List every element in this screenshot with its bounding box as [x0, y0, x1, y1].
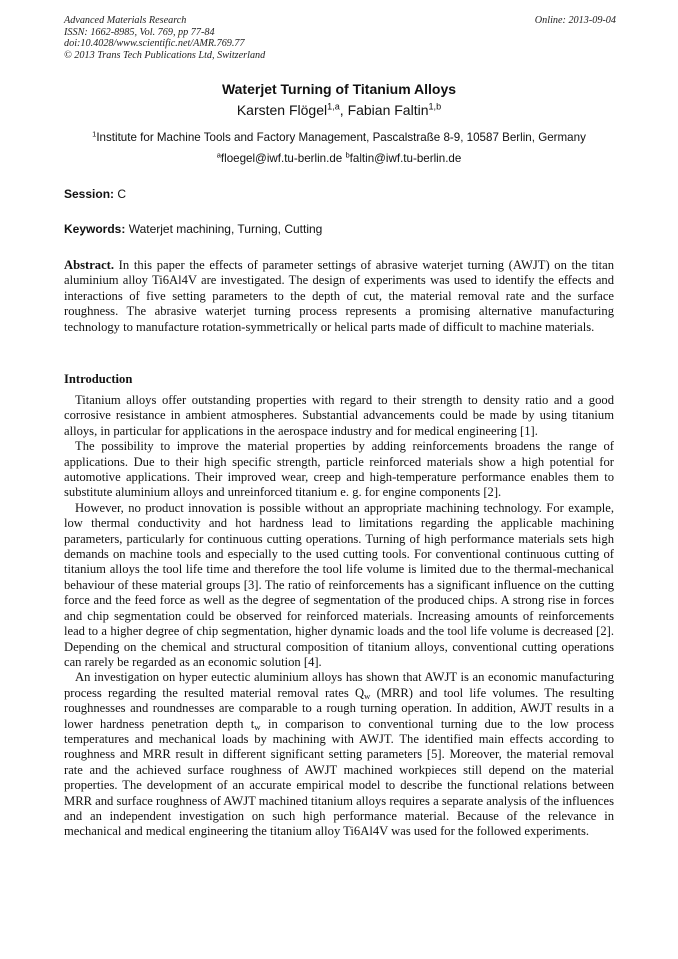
- email-superscript: b: [345, 150, 350, 160]
- paragraph: Titanium alloys offer outstanding properties with regard to their strength to density ratio and a good corrosive resistance in ambient atmospheres. Substantial advancements could be made by using titanium alloys, in particular for applications in the aerospace industry and for medical engineering [1].: [64, 393, 614, 438]
- paragraph-text: in comparison to conventional turning due to the low process temperatures and mechanical loads by machining with AWJT. The identified main effects according to roughness and MRR result in different significant setting parameters [5]. Moreover, the material removal rate and the achieved surface roughness of AWJT machined workpieces still depend on the material properties. The development of an accurate empirical model to describe the functional relations between MRR and surface roughness of AWJT machined titanium alloys requires a separate analysis of the influences and an independent investigation on such high performance material. Because of the relevance in mechanical and medical engineering the titanium alloy Ti6Al4V was used for the followed experiments.: [64, 716, 614, 839]
- session-label: Session:: [64, 187, 115, 201]
- author-separator: ,: [339, 102, 348, 118]
- author-name: Karsten Flögel: [236, 102, 328, 118]
- subscript: w: [364, 690, 371, 701]
- affiliation-superscript: 1: [92, 129, 97, 139]
- author-name: Fabian Faltin: [347, 102, 429, 118]
- author-emails: [64, 151, 614, 166]
- author-superscript: 1,a: [327, 101, 340, 112]
- keywords-label: Keywords:: [64, 222, 126, 236]
- affiliation: [64, 130, 614, 145]
- journal-copyright: © 2013 Trans Tech Publications Ltd, Switzerland: [64, 49, 266, 61]
- online-date: Online: 2013-09-04: [534, 15, 616, 26]
- introduction-body: [64, 393, 614, 840]
- session-value: C: [114, 187, 127, 201]
- author-superscript: 1,b: [428, 101, 442, 112]
- section-heading: Introduction: [64, 372, 133, 386]
- paragraph: The possibility to improve the material properties by adding reinforcements broadens the range of applications. Due to their high specific strength, particle reinforced materials show a high potential for automotive applications. Their improved wear, creep and high-temperature performance enables them to substitute aluminium alloys and unreinforced titanium e. g. for engine components [2].: [64, 439, 614, 500]
- email-link[interactable]: floegel@iwf.tu-berlin.de: [220, 152, 346, 165]
- abstract: [64, 258, 614, 335]
- abstract-text: In this paper the effects of parameter settings of abrasive waterjet turning (AWJT) on the titan aluminium alloy Ti6Al4V are investigated. The design of experiments was used to identify the effects and interactions of five setting parameters to the depth of cut, the material removal rate and the surface roughness. The abrasive waterjet turning process represents a promising alternative manufacturing technology to manufacture rotation-symmetrically or helical parts made of difficult to machine materials.: [64, 258, 614, 334]
- paragraph-text: (MRR) and tool life volumes. The resulting roughnesses and roundnesses are comparable to a rough turning operation. In addition, AWJT results in a lower hardness penetration depth t: [64, 685, 614, 731]
- paragraph: However, no product innovation is possible without an appropriate machining technology. For example, low thermal conductivity and hot hardness lead to limitations regarding the applicable machining parameters, particularly for continuous cutting operations. Turning of high performance materials sets high demands on machine tools and especially to the used cutting tools. For conventional continuous cutting of titanium alloys the tool life time and therefore the tool life volume is limited due to the thermal-mechanical behaviour of these material groups [3]. The ratio of reinforcements has a significant influence on the cutting force and the feed force as well as the degree of segmentation of the produced chips. A strong rise in forces and chip segmentation could be observed for reinforced materials. Increasing amounts of reinforcements lead to a higher degree of chip segmentation, higher dynamic loads and the tool life volume is decreased [2]. Depending on the chemical and structural composition of titanium alloys, conventional cutting operations can rarely be regarded as an economic solution [4].: [64, 500, 614, 669]
- journal-doi: doi:10.4028/www.scientific.net/AMR.769.77: [64, 38, 245, 49]
- journal-header: [64, 15, 616, 61]
- session-line: [64, 187, 126, 202]
- keywords-line: [64, 222, 322, 237]
- paragraph-text: An investigation on hyper eutectic aluminium alloys has shown that AWJT is an economic manufacturing process regarding the resulted material removal rates Q: [64, 670, 614, 700]
- author-line: [64, 101, 614, 119]
- paper-title: Waterjet Turning of Titanium Alloys: [221, 81, 457, 97]
- subscript: w: [254, 721, 261, 732]
- email-superscript: a: [216, 150, 221, 160]
- keywords-value: Waterjet machining, Turning, Cutting: [125, 222, 323, 236]
- journal-name: Advanced Materials Research: [64, 15, 187, 26]
- abstract-label: Abstract.: [64, 258, 115, 272]
- journal-issn: ISSN: 1662-8985, Vol. 769, pp 77-84: [64, 26, 215, 38]
- affiliation-text: Institute for Machine Tools and Factory Management, Pascalstraße 8-9, 10587 Berlin, Germany: [96, 131, 586, 144]
- email-link[interactable]: faltin@iwf.tu-berlin.de: [349, 152, 462, 165]
- paragraph: [64, 670, 614, 839]
